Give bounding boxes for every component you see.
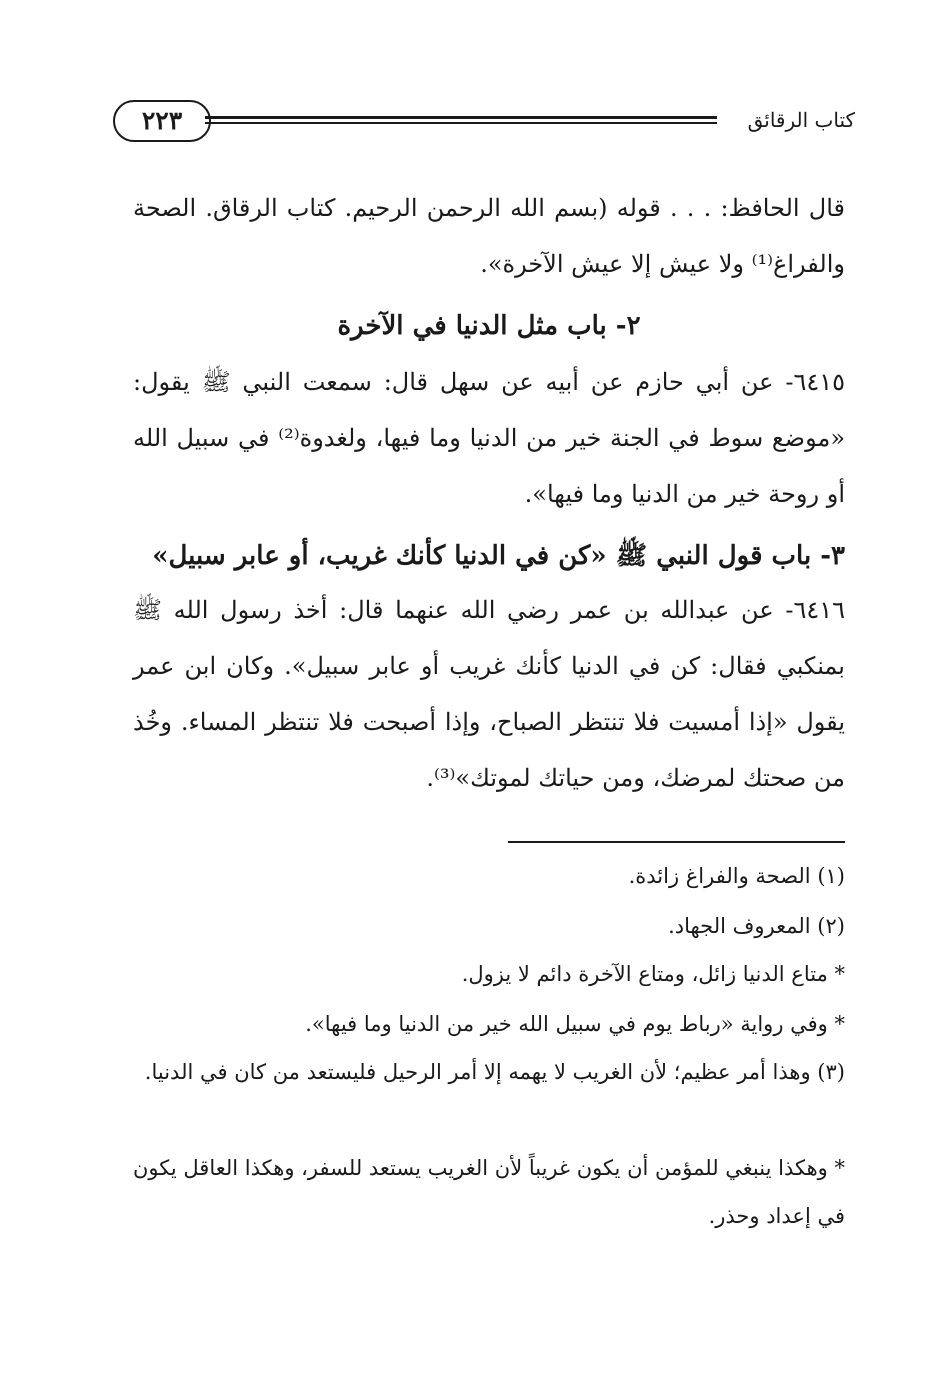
page-number: ٢٢٣ bbox=[113, 100, 211, 142]
chapter-heading-3: ٣- باب قول النبي ﷺ «كن في الدنيا كأنك غريب، أو عابر سبيل» bbox=[152, 541, 845, 571]
header-rule bbox=[205, 116, 717, 130]
chapter-heading-2: ٢- باب مثل الدنيا في الآخرة bbox=[337, 311, 641, 341]
footnote-3: (٣) وهذا أمر عظيم؛ لأن الغريب لا يهمه إلا أمر الرحيل فليستعد من كان في الدنيا. bbox=[144, 1060, 845, 1084]
footnote-1: (١) الصحة والفراغ زائدة. bbox=[628, 864, 845, 888]
running-header-title: كتاب الرقائق bbox=[747, 108, 855, 132]
intro-paragraph: قال الحافظ: . . . قوله (بسم الله الرحمن الرحيم. كتاب الرقاق. الصحة والفراغ⁽¹⁾ ولا عيش إلا عيش الآخرة». bbox=[133, 194, 845, 278]
note-a: * متاع الدنيا زائل، ومتاع الآخرة دائم لا يزول. bbox=[461, 962, 845, 986]
hadith-6416: ٦٤١٦- عن عبدالله بن عمر رضي الله عنهما قال: أخذ رسول الله ﷺ بمنكبي فقال: كن في الدنيا كأنك غريب أو عابر سبيل». وكان ابن عمر يقول «إذا أمسيت فلا تنتظر الصباح، وإذا أصبحت فلا تنتظر المساء. وخُذ من صحتك لمرضك، ومن حياتك لموتك»⁽³⁾. bbox=[133, 596, 845, 792]
hadith-6415: ٦٤١٥- عن أبي حازم عن أبيه عن سهل قال: سمعت النبي ﷺ يقول: «موضع سوط في الجنة خير من الدنيا وما فيها، ولغدوة⁽²⁾ في سبيل الله أو روحة خير من الدنيا وما فيها». bbox=[133, 368, 846, 508]
footnote-2: (٢) المعروف الجهاد. bbox=[668, 914, 845, 938]
note-c: * وهكذا ينبغي للمؤمن أن يكون غريباً لأن الغريب يستعد للسفر، وهكذا العاقل يكون في إعداد وحذر. bbox=[133, 1156, 845, 1228]
footnote-separator bbox=[508, 841, 845, 843]
note-b: * وفي رواية «رباط يوم في سبيل الله خير من الدنيا وما فيها». bbox=[305, 1012, 845, 1036]
